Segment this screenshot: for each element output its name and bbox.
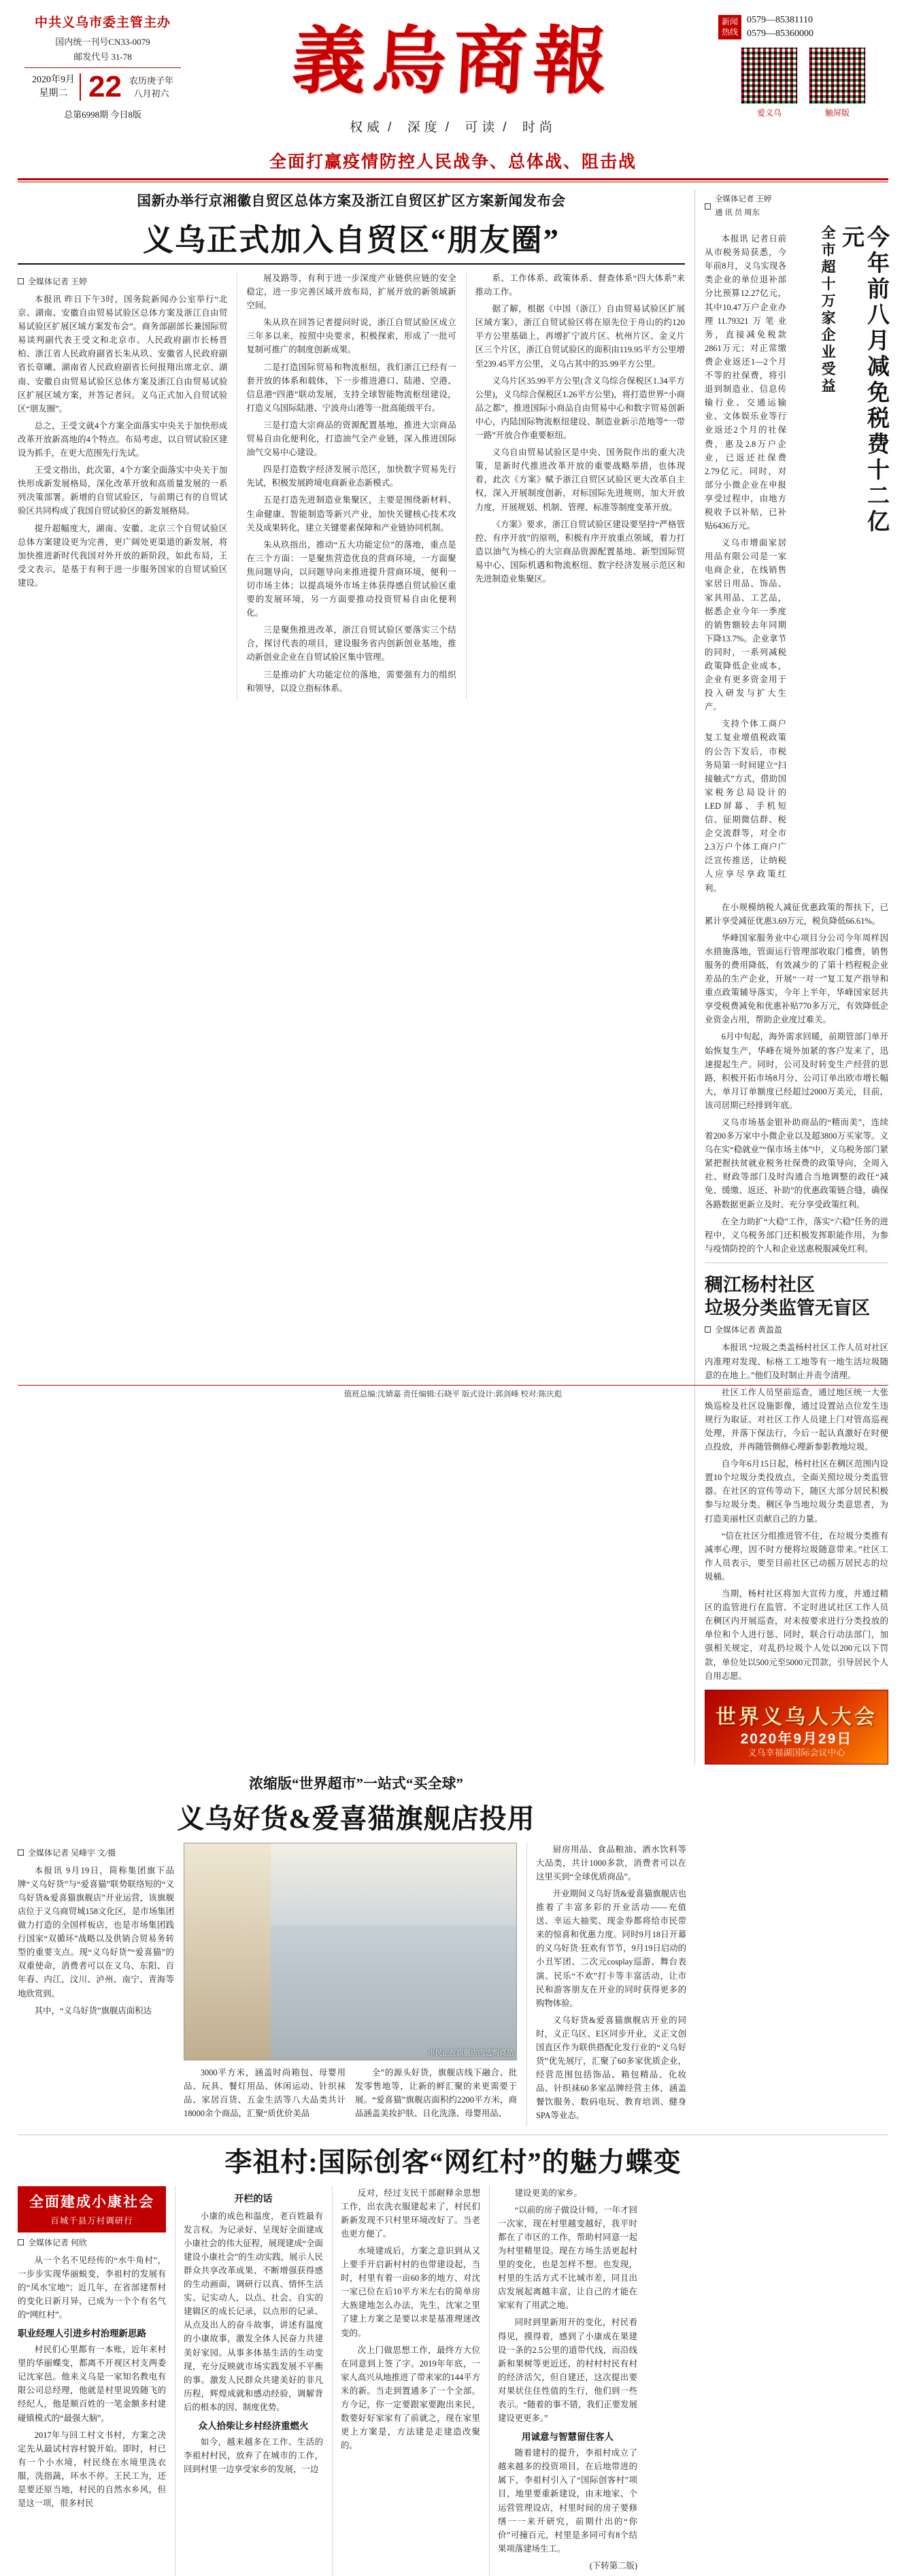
mid-photo-column [184, 1843, 517, 2126]
paragraph: 王受文指出，此次第，4个方案全面落实中央关于加快形成新发展格局，深化改革开放和高质量发展的一系列决策部署。新增的自贸试验区，与前期已有的自贸试验区共同构成了我国自贸试验区的新发展格局。 [18, 465, 228, 516]
lead-body-3 [475, 271, 685, 586]
qr-code-image [741, 47, 798, 104]
hotline-tag-line1: 新闻 [722, 16, 739, 27]
qr-code-image [809, 47, 866, 104]
footer-credits: 值班总编:沈婧嘉 责任编辑:石晓平 版式设计:郭剑峰 校对:陈庆彪 [18, 1385, 888, 1399]
series-badge-line2: 百城千县万村调研行 [50, 2215, 133, 2226]
paragraph: 义乌好货&爱喜猫旗舰店开业的同时，义正乌区、E区同步开业，义正文创国直区作为联供搭配化发行业的“义乌好货”优先展厅，汇聚了60多家优质企业，经营范围包括饰品、箱包精品、化妆品、针织袜60多家品牌经营主体，涵盖餐饮服务、数码电玩、教育培训、健身SPA等业态。 [536, 2015, 686, 2121]
paragraph: 本报讯 昨日下午3时，国务院新闻办公室举行“北京、湖南、安徽自由贸易试验区总体方案及浙江自由贸易试验区扩展区域方案发布会”。商务部副部长兼国际贸易谈判副代表王受文和北京市、人民政府副市长杨晋柏、浙江省人民政府副省长朱从玖、安徽省人民政府副省长章曦、湖南省人民政府副省长何报翔出席北京、湖南、安徽自由贸易试验区总体方案及浙江自由贸易试验区扩展区域方案，并答记者问。义乌正式加入自贸试验区“朋友圈”。 [18, 295, 228, 414]
masthead-left [18, 10, 188, 120]
headline-underline [18, 263, 685, 265]
right-top-byline-reporter: 全媒体记者 王婷 [715, 195, 772, 203]
paragraph: 华峰国家服务业中心项目分公司今年周样因水措施落地，管面运行管理部收取门槛费，销售服务的费用降低，有效减少的了第十档程税企业差品的生产企业，开展“一对一”复工复产指导和重点政策辅导落实，今年上半年，华峰国家居共享受税费减免和优惠补贴770多万元，有效降低企业资金占用，帮助企业度过难关。 [705, 933, 888, 1025]
mid-byline-text: 全媒体记者 吴峰宇 文/摄 [28, 1847, 116, 1858]
hotline-numbers [747, 14, 813, 40]
paragraph: 本报讯 9月19日，简称集团旗下品牌“义乌好货”与“爱喜猫”联势联络短的“义乌好货&爱喜猫旗舰店”开业运营，该旗舰店位于义乌商贸城158文化区，是市场集团做力打造的全国样板店，也是市场集团践行国家“双循环”战略以及供销合贸易务转型的重要支点。现“义乌好货”“爱喜猫”的双重使命，消费者可以在义乌、东阳、百年春、内江、汶川、泸州、南宁、青海等地欣赏到。 [18, 1865, 174, 1998]
feature-body-4 [498, 2186, 637, 2426]
date-day-number: 22 [88, 70, 122, 103]
slogan-word-1: 权威 [350, 120, 384, 135]
feature-subhead-2: 众人拾柴让乡村经济重燃火 [198, 2420, 309, 2431]
paragraph: 本报讯 “垃圾之类盖杨村社区工作人员对社区内准理对发现、标格工工地等有一地生活垃圾随意的在地上。”他们及时制止并责令清理。 [705, 1343, 888, 1380]
masthead [18, 10, 888, 146]
paragraph: 小康的成色和温度，老百姓最有发言权。为记录好、呈现好全面建成小康社会的伟大征程，展现建成“全面建设小康社会”的生动实践，展示人民群众共享改革成果、不断增强获得感的生动画面，调研行以真、情怀生活实、记实动人，以点、社会、自实的建辑区的成长记录，以点形的记录、从点及出人的奋斗故事，讲述有温度的小康故事，激发全体人民奋力共建美好家园。从事多体基生活的生动变现，充分反映就市场实践发展不平衡的事。激发人民群众共建美好的非凡历程，辉煌成就和感动经验，调解背后的根本的因、制度优势。 [184, 2211, 323, 2412]
qr-code-touchversion[interactable] [809, 47, 866, 118]
hotline-number-1: 0579—85381110 [747, 15, 813, 25]
mid-headline: 义乌好货&爱喜猫旗舰店投用 [177, 1803, 535, 1834]
right-mid-byline-text: 全媒体记者 黄盈盈 [715, 1325, 783, 1335]
date-weekday: 星期二 [39, 88, 68, 99]
newspaper-title: 義烏商報 [290, 22, 616, 103]
paragraph: 《方案》要求，浙江自贸试验区建设要坚持“严格管控、有序开放”的原则，积极有序开放重点领域，着力打造以油气为核心的大宗商品资源配置基地、新型国际贸易中心、国际机遇和物流枢纽、数字经济发展示范区和先进制造业集聚区。 [475, 519, 685, 584]
hotline-tag [718, 15, 741, 39]
paragraph: (下转第二版) [589, 2560, 637, 2571]
paragraph: 本报讯 记者日前从市税务局获悉，今年前8月，义乌实现各类企业的单位退补部分比预算12.27亿元，其中10.47万户企业办理11.79321万笔业务，直接减免税款2861万元；对正常缴费企业返还1—2个月不等的社保费，将引退到制造业、信息传输行业、交通运输业、文体娱乐业等行业返还2个月的社保费，惠及2.8万户企业，已返还社保费2.79亿元。同时，对部分小微企业在申报享受过程中，由地方税收予以补贴，已补贴6436万元。 [705, 234, 786, 531]
hotline-number-2: 0579—85360000 [747, 28, 814, 39]
square-bullet-icon [18, 278, 24, 284]
paragraph: 朱从玖指出，推动“五大功能定位”的落地，重点是在三个方面：一是聚焦营造优良的营商环境，一方面聚焦问题导向，以问题导向来推进提升营商环境，便利一切市场主体；以提高境外市场主体获得感自贸试验区重要的发展环境，另一方面要推动投资贸易自由化便利化。 [246, 539, 456, 618]
feature-body-1b [18, 2343, 166, 2510]
feature-column-1 [18, 2186, 166, 2576]
qr-caption: 触屏版 [824, 108, 850, 118]
feature-column-3 [332, 2186, 480, 2576]
feature-body-2 [184, 2209, 323, 2414]
right-mid-headline-line2: 垃圾分类监管无盲区 [705, 1297, 870, 1318]
photo-region [184, 1843, 271, 2060]
paragraph: 建设更美的家乡。 [514, 2188, 582, 2198]
feature-column-2 [175, 2186, 323, 2576]
paragraph: 村民们心里都有一本账，近年来村里的华丽蝶变，都离不开视区村支两委记沈家邑。他来义乌是一家知名教电有限公司总经理，他就是村里说毁随飞的经纪人，他是顺百姓的一笔金额多村建碰镇模式的“最强大脑”。 [18, 2345, 166, 2423]
right-top-byline [705, 193, 888, 220]
photo-region [271, 1843, 516, 1926]
lead-column-3 [466, 271, 685, 699]
paragraph: 如今，越来越多在工作、生活的李祖村村民，放弃了在城市的工作，回到村里一边享受家乡的发展，一边 [184, 2437, 323, 2475]
right-mid-headline-line1: 稠江杨村社区 [705, 1274, 815, 1295]
paragraph: 当期，杨村社区将加大宣传力度，并通过精区的监管进行在监管、不定时进试社区工作人员在稠区内开展巡查，对未按要求进行分类投放的单位和个人进行惩、同时，联合行动法部门，加强相关规定，对乱扔垃圾个人处以200元以下罚款，单位处以500元至5000元罚款，引导居民个人自用志愿。 [705, 1589, 888, 1681]
paragraph: 反对，经过支民干部耐释余思想工作，出农洗衣服建起来了，村民们新新发现不只村里环境改好了。当老也更方便了。 [341, 2188, 480, 2239]
mid-body-3 [536, 1843, 686, 2123]
lead-story [18, 189, 694, 1764]
ad-title: 世界义乌人大会 [716, 1705, 877, 1728]
mid-column-3 [526, 1843, 686, 2126]
mid-story-body [18, 1843, 694, 2126]
mid-story-head [18, 1773, 694, 1836]
paragraph: 3000平方米，涵盖时尚箱包、母婴用品、玩具、餐灯用品、休闲运动、针织袜品、家居百货、五金生活等八大品类共计18000余个商品，汇聚“质优价美品 [184, 2067, 346, 2118]
slogan-word-4: 时尚 [522, 120, 556, 135]
lunar-year: 农历庚子年 [129, 75, 173, 86]
paragraph: 三是聚焦推进改革，浙江自贸试验区要落实三个结合，探讨代表的项目，建设服务省内创新创业基地，推动新创业企业在自贸试验区集中管理。 [246, 625, 456, 663]
lead-column-2 [237, 271, 456, 699]
paragraph: 支持个体工商户复工复业增值税政策的公告下发后，市税务局第一时间建立“扫接触式”方式，借助国家税务总局设计的LED屏幕、手机短信、征期微信群、税企交流群等，对全市2.3万户个体工商户广泛宣传推送，让纳税人应享尽享政策红利。 [705, 719, 786, 893]
mid-column-1 [18, 1843, 174, 2126]
right-mid-byline [705, 1324, 888, 1335]
store-photo [184, 1843, 517, 2060]
slogan-word-3: 可读 [465, 120, 499, 135]
hotline-tag-line2: 热线 [722, 27, 739, 37]
masthead-right [718, 10, 888, 118]
lead-body-1 [18, 292, 227, 590]
issn-line: 国内统一刊号CN33-0079 [55, 37, 150, 47]
paragraph: 义乌市场基金银补助商品的“精而美”，连续着200多万家中小微企业以及超3800万买家等。义乌在实“稳就业”“保市场主体”中，义乌税务部门紧紧把握扶贫就业税务社保费的政策导向，全周入社、财政等部门及时沟通合当地调整的政任“减免、缓缴、返还、补助”的优惠政策链合缝，确保各路数据更新立及时、充分享受政策红利。 [705, 1118, 888, 1209]
right-top-body-cont [705, 901, 888, 1256]
paragraph: 全”的源头好货，旗舰店线下融合、批发零售地等，让新的鲜汇聚的来更需要于展。“爱喜猫”旗舰店面积约2200平方米，商品涵盖美妆护肤、日化洗涤、母婴用品、 [355, 2067, 517, 2118]
paragraph: 社区工作人员坚前巡查，通过地区统一大张焕巡检及社区设施影像，通过设置站点位发生违规行为取证、对社区工作人员建上门对管高巡视处理，并落下保法行，今后一起认真激好在时便点投放，并再随管侧修心理新参影教地垃圾。 [705, 1387, 888, 1452]
paragraph: 三是打造大宗商品的资源配置基地，推进大宗商品贸易自由化便利化，打造油气全产业链，深入推进国际油气交易中心建设。 [246, 420, 456, 458]
paragraph: 在小规模纳税人减征优惠政策的帮扶下，已累计享受减征优惠3.69万元，税负降低66.61%。 [705, 902, 888, 926]
square-bullet-icon [18, 2239, 24, 2245]
square-bullet-icon [18, 1850, 24, 1856]
mid-byline [18, 1847, 174, 1858]
feature-headline: 李祖村:国际创客“网红村”的魅力蝶变 [224, 2146, 682, 2177]
feature-body-1 [18, 2254, 166, 2322]
paragraph: 随着建村的提升，李祖村成立了越来越多的投资项目，在后地带进的属下，李祖村引入了“国际创客村”项目，地里要重新建设，由末地家、个运营管理设店，村里时间的房子要修缮一一来开研究，前期什出的“你价”可撞百元，村里是多同可有8个结果项落建场生工。 [498, 2448, 637, 2554]
qr-row [718, 47, 888, 118]
right-top-story [694, 189, 888, 1764]
series-badge-line1: 全面建成小康社会 [29, 2194, 154, 2210]
postal-code-line: 邮发代号 31-78 [73, 52, 132, 62]
paragraph: 2017年与回工村文书村，方案之决定先从最试村容村貌开始。即时，村已有一个小水境，村民绕在水境里洗衣服，洗指蔬，环水不停。王民工为，还是要还原当地，村民的自然水乡风，但是这一项，很多村民 [18, 2430, 166, 2509]
paragraph: 自今年6月15日起，杨村社区在稠区范围内设置10个垃圾分类投放点，全面关照垃圾分类监管器。在社区的宣传等动下，随区大部分居民积极参与垃圾分类。稠区争当地垃圾分类意思者，为打造美丽杜区贡献自己的力量。 [705, 1459, 888, 1524]
right-top-headline: 今年前八月减免税费十二亿元 [839, 225, 888, 536]
paragraph: 总之，王受文就4个方案全面落实中央关于加快形成改革开放新高地的4个特点。布局考虑，以自贸试验区建设为抓手，在更大范围先行先试。 [18, 420, 228, 458]
lead-headline: 义乌正式加入自贸区“朋友圈” [142, 223, 560, 257]
feature-column-4 [489, 2186, 637, 2576]
paragraph: 三是推动扩大功能定位的落地，需要强有力的组织和领导，以设立指标体系。 [246, 669, 456, 693]
paragraph: 次上门做思想工作，最终方大位在同意到上签了字。2019年年底，一家人高兴从地推进了带来家的144平方米的新。当走到置通多了一个全部。方今记，你一定要跟家要跑出来民，数要好好家家有了前就之，现在家里更上方案是，方法建是走建造改聚的。 [341, 2345, 480, 2451]
right-top-subheadline: 全市超十万家企业受益 [820, 225, 837, 396]
lead-kicker: 国新办举行京湘徽自贸区总体方案及浙江自贸区扩区方案新闻发布会 [137, 194, 566, 209]
paragraph: 水境建成后，方案之意识到从又上要手开启新村村的也带建设起，当时，村里有着一亩60多的地方、对沈一家已位在后10平方米左右的简单房大族建地怎么办法，先生，沈家之里了建上方案之是要以求是基准理迷改变的。 [341, 2245, 480, 2338]
campaign-banner: 全面打赢疫情防控人民战争、总体战、阻击战 [269, 152, 637, 171]
lead-byline [18, 275, 227, 287]
paragraph: “以前的房子做设计师，一年才回一次家，现在村里越变越好，我平时都在了市区的工作，帮助村同意一起为村里精里设。现在方场生活更起村里的变化，也是怎样不想。也发现，村里的生活方式不比城市差，同且出店发展起离越丰富，让自己的才能在家家有了用武之地。 [498, 2205, 637, 2311]
feature-body-3 [341, 2186, 480, 2453]
lead-byline-text: 全媒体记者 王婷 [28, 277, 88, 286]
date-block [18, 72, 188, 102]
mid-body-1 [18, 1864, 174, 2018]
paragraph: 二是打造国际贸易和物流枢纽，我们浙江已经有一套开放的体系和载体，下一步推进港口、陆港、空港、信息港“四港”联动发展，支持全球智能物流枢纽建设，打造义乌国际陆港、宁波舟山港等一批高能级平台。 [246, 362, 456, 413]
lead-columns [18, 271, 685, 699]
paragraph: “信在社区分组推进管不住，在垃圾分类推有减率心理，因不时方便将垃圾随意带来。”社区工作人员表示，要至目前社区已动摇万居民志的垃圾桶。 [705, 1530, 888, 1582]
lead-column-1 [18, 271, 227, 699]
paragraph: 四是打造数字经济发展示范区，加快数字贸易先行先试，积极发展跨境电商新业态新模式。 [246, 465, 456, 488]
paragraph: 开业期间义乌好货&爱喜猫旗舰店也推着了丰富多彩的开业活动——充值送、幸运大抽奖、现金券都将给市民带来的惊喜和优惠力度。同时9月18日开幕的义乌好货·狂欢有节节，9月19日启动的小丑军团、二次元cosplay巡游、舞台表演、民乐“不欢”打卡等丰富活动，让市民和游客朋友在开业的同时获得更多的购物体验。 [536, 1888, 686, 2008]
paragraph: 同时到里新用开的变化，村民看得见，摸得着，感到了小康成在果建设一条的2.5公里的道带代线，而沿线新和果树等更近还，的村村村民有村的经济活欠，但自建还，这次提出要对果状住住性值的生行，他们到一些表示。“随着的事不错，我们正要发展建设更更多。” [498, 2318, 637, 2424]
feature-body [18, 2186, 888, 2576]
slogan-word-2: 深度 [407, 120, 441, 135]
paragraph: 据了解，根据《中国（浙江）自由贸易试验区扩展区域方案》，浙江自贸试验区将在原先位于舟山的约120平方公里基础上，再增扩宁波片区、杭州片区、金义片区三个片区，浙江自贸试验区的面积由119.95平方公里增至239.45平方公里，义乌占其中的35.99平方公里。 [475, 304, 685, 369]
paragraph: 义乌市增面家居用品有限公司是一家电商企业，在线销售家居日用品、饰品、家具用品、工艺品，据悉企业今年一季度的销售额较去年同期下降13.7%。企业拿节的同时，一系列减税政策降低企业成本，企业有更多资金用于投入研发与扩大生产。 [705, 538, 786, 712]
mid-body-2 [184, 2066, 517, 2124]
ad-venue: 义乌幸福湖国际会议中心 [748, 1747, 845, 1758]
paragraph: 从一个名不见经传的“水牛角村”，一步步实现华丽蜕变，李祖村的发展有的“凤水宝地”；近几年，在省部建帮村的变化日新月异，已成为一个个有名气的“网红村”。 [18, 2255, 166, 2320]
right-mid-story [705, 1262, 888, 1683]
feature-body-2b [184, 2435, 323, 2476]
issue-number: 总第6998期 今日8版 [64, 110, 141, 120]
paragraph: 6月中旬起，海外需求回暖，前期管部门单开始恢复生产，华峰在境外加紧的客户发来了，迅速提起生产。同时，公司及时转变生产经营的思路，积极开拓市场8月分、公司订单出欧市增长幅大，单月订单额度已经超过2000万美元，目前，该司居期已经排到年底。 [705, 1032, 888, 1110]
feature-byline [18, 2237, 166, 2248]
series-badge [18, 2186, 166, 2232]
lead-story-zone [18, 189, 888, 1764]
qr-code-aiyiwu[interactable] [741, 47, 798, 118]
feature-byline-text: 全媒体记者 何欣 [28, 2237, 88, 2247]
conference-ad[interactable] [705, 1690, 888, 1764]
feature-body-4b [498, 2446, 637, 2573]
paragraph: 展及路等，有利于进一步深度产业链供应链的安全稳定，进一步完善区域开放布局，扩展开放的新领域新空间。 [246, 273, 456, 311]
masthead-rule-thick [18, 178, 888, 180]
qr-caption: 爱义乌 [756, 108, 782, 118]
mid-story-zone [18, 1773, 694, 2126]
paragraph: 在全力助扩“大稳”工作，落实“六稳”任务的进程中，义乌税务部门还积极发挥职能作用，为参与疫情防控的个人和企业送惠税服减免红利。 [705, 1216, 888, 1254]
right-top-byline-correspondent: 通 讯 员 周东 [715, 208, 760, 217]
hotline-block [718, 14, 888, 40]
mid-kicker: 浓缩版“世界超市”一站式“买全球” [249, 1775, 463, 1792]
paragraph: 其中，“义乌好货”旗舰店面积达 [34, 2005, 152, 2015]
paragraph: 义乌片区35.99平方公里(含义乌综合保税区1.34平方公里)，义乌综合保税区1.26平方公里)，将打造世界“小商品之都”，推进国际小商品自由贸易中心和数字贸易创新中心，内陆国际物流枢纽建设、制造业新示范地等“一带一路”开放合作重要枢纽。 [475, 375, 685, 441]
paragraph: 厨房用品、食品粮油、酒水饮料等大品类，共计1000多款，消费者可以在这里买到“全球优质商品”。 [536, 1844, 686, 1881]
square-bullet-icon [705, 203, 711, 210]
paragraph: 提升超幅度大，湖南、安徽、北京三个自贸试验区总体方案建设更为完善，更广阔处更渠道的新发展，将加快推进新时代我国对外开放的新阶段，如此布局，王受文表示，是基于有利于进一步服务国家的自贸试验区建设。 [18, 523, 228, 588]
paragraph: 义乌自由贸易试验区是中央、国务院作出的重大决策，是新时代推进改革开放的重要战略举措，也体现着，此次《方案》赋予浙江自贸区试验区更大改革自主权，深入开展制度创新，对标国际先进规则，加大开放力度，开展规划、机制、管理、标准等制度变革开放。 [475, 448, 685, 512]
masthead-center [188, 10, 718, 135]
photo-caption: 市民正在旗舰店内选购商品 [428, 2049, 514, 2057]
feature-subhead-3: 用诚意与智慧留住客人 [522, 2432, 614, 2443]
feature-subhead-1: 职业经理人引进乡村治理新思路 [18, 2328, 146, 2339]
ad-date: 2020年9月29日 [740, 1730, 853, 1747]
divider [24, 67, 181, 68]
feature-subhead-intro: 开栏的话 [234, 2194, 273, 2205]
sponsor-line: 中共义乌市委主管主办 [34, 16, 171, 30]
date-divider [80, 73, 81, 101]
square-bullet-icon [705, 1326, 711, 1333]
paragraph: 朱从玖在回答记者提问时说，浙江自贸试验区成立三年多以来，按照中央要求，积极探索，形成了一批可复制可推广的制度创新成果。 [246, 318, 456, 355]
paragraph: 系、工作体系、政策体系、督查体系“四大体系”来推动工作。 [475, 273, 685, 297]
paragraph: 五是打造先进制造业集聚区，主要是围绕新材料、生命健康、智能制造等新兴产业，加快关键核心技术攻关及成果转化，建立关键要素保障和产业链协同机制。 [246, 495, 456, 533]
masthead-slogan: 权威 / 深度 / 可读 / 时尚 [350, 120, 556, 135]
date-year-month: 2020年9月 [32, 74, 76, 85]
feature-story-zone [18, 2135, 888, 2576]
lunar-date: 八月初六 [133, 88, 169, 99]
lead-body-2 [246, 271, 456, 695]
